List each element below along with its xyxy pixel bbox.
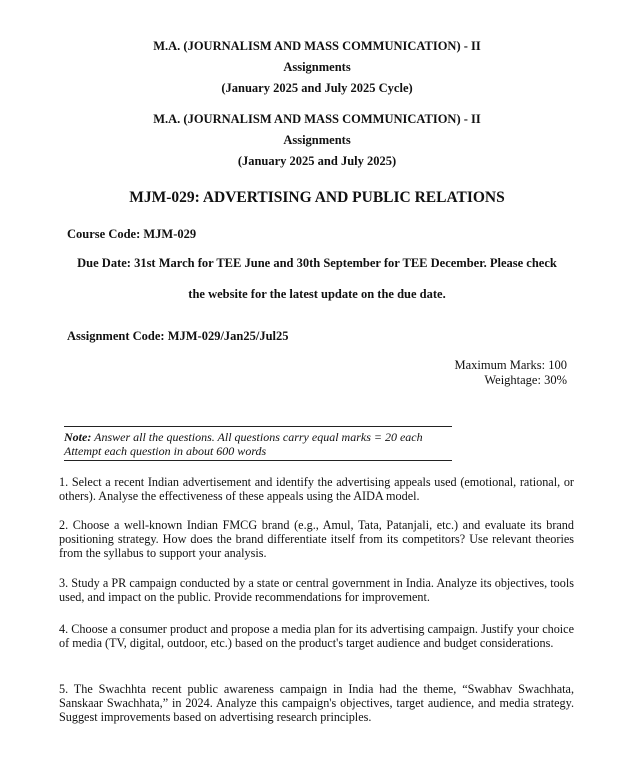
- course-code: Course Code: MJM-029: [67, 227, 197, 241]
- note-line-2: Attempt each question in about 600 words: [64, 444, 267, 458]
- header-2-cycle: (January 2025 and July 2025): [237, 154, 397, 168]
- header-2-assignments: Assignments: [283, 133, 351, 147]
- question-5: 5. The Swachhta recent public awareness campaign in India had the theme, “Swabhav Swachhata, Sanskaar Swachhata,” in 2024. Analyze this campaign's objectives, target audience, and media strategy. Suggest improvements based on advertising research principles.: [59, 682, 574, 724]
- note-line-1: [64, 430, 452, 444]
- course-title: MJM-029: ADVERTISING AND PUBLIC RELATIONS: [129, 189, 505, 206]
- question-4: 4. Choose a consumer product and propose a media plan for its advertising campaign. Justify your choice of media (TV, digital, outdoor, etc.) based on the product's target audience and budget considerations.: [59, 622, 574, 650]
- due-date-line-2: the website for the latest update on the due date.: [188, 287, 446, 301]
- header-1-cycle: (January 2025 and July 2025 Cycle): [221, 81, 413, 95]
- note-box: [64, 426, 452, 461]
- due-date-line-1: Due Date: 31st March for TEE June and 30th September for TEE December. Please check: [77, 256, 557, 270]
- header-1-program: M.A. (JOURNALISM AND MASS COMMUNICATION) - II: [153, 39, 481, 53]
- weightage: Weightage: 30%: [484, 373, 567, 387]
- header-1-assignments: Assignments: [283, 60, 351, 74]
- header-2-program: M.A. (JOURNALISM AND MASS COMMUNICATION) - II: [153, 112, 481, 126]
- question-3: 3. Study a PR campaign conducted by a state or central government in India. Analyze its objectives, tools used, and impact on the public. Provide recommendations for improvement.: [59, 576, 574, 604]
- question-1: 1. Select a recent Indian advertisement and identify the advertising appeals used (emotional, rational, or others). Analyse the effectiveness of these appeals using the AIDA model.: [59, 475, 574, 503]
- question-2: 2. Choose a well-known Indian FMCG brand (e.g., Amul, Tata, Patanjali, etc.) and evaluate its brand positioning strategy. How does the brand differentiate itself from its competitors? Use relevant theories from the syllabus to support your analysis.: [59, 518, 574, 560]
- maximum-marks: Maximum Marks: 100: [454, 358, 567, 372]
- note-text-1: Answer all the questions. All questions carry equal marks = 20 each: [91, 430, 423, 444]
- assignment-code: Assignment Code: MJM-029/Jan25/Jul25: [67, 329, 289, 343]
- note-label: Note:: [64, 430, 92, 444]
